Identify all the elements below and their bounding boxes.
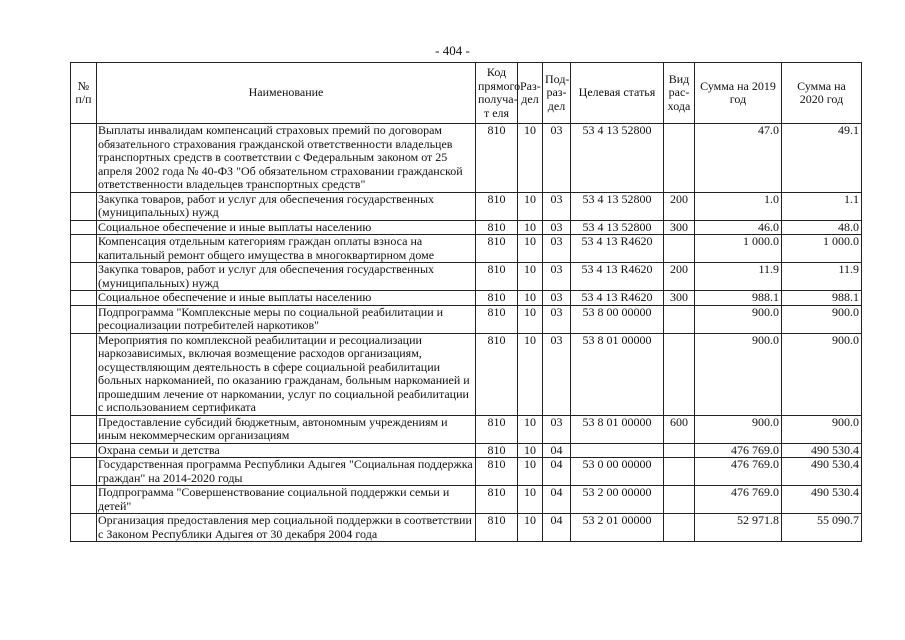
row-name: Подпрограмма "Совершенствование социальной поддержки семьи и детей" bbox=[97, 486, 476, 514]
row-subsection: 04 bbox=[543, 514, 571, 542]
row-expense bbox=[664, 486, 695, 514]
row-section: 10 bbox=[518, 124, 543, 193]
header-sum-2020: Сумма на 2020 год bbox=[782, 63, 862, 124]
row-subsection: 04 bbox=[543, 486, 571, 514]
row-expense: 300 bbox=[664, 291, 695, 306]
row-subsection: 03 bbox=[543, 124, 571, 193]
row-sum-2020: 900.0 bbox=[782, 305, 862, 333]
row-code: 810 bbox=[476, 291, 518, 306]
table-row bbox=[71, 486, 862, 514]
row-name: Государственная программа Республики Адыгея "Социальная поддержка граждан" на 2014-2020 годы bbox=[97, 458, 476, 486]
row-name: Социальное обеспечение и иные выплаты населению bbox=[97, 291, 476, 306]
table-row bbox=[71, 305, 862, 333]
row-sum-2019: 1 000.0 bbox=[695, 235, 782, 263]
row-article: 53 4 13 52800 bbox=[571, 124, 664, 193]
row-sum-2020: 900.0 bbox=[782, 333, 862, 415]
row-code: 810 bbox=[476, 305, 518, 333]
header-article: Целевая статья bbox=[571, 63, 664, 124]
row-sum-2019: 46.0 bbox=[695, 220, 782, 235]
row-article: 53 4 13 52800 bbox=[571, 192, 664, 220]
table-row bbox=[71, 514, 862, 542]
row-section: 10 bbox=[518, 415, 543, 443]
table-row bbox=[71, 458, 862, 486]
row-article bbox=[571, 443, 664, 458]
row-sum-2020: 490 530.4 bbox=[782, 458, 862, 486]
row-section: 10 bbox=[518, 514, 543, 542]
row-num bbox=[71, 514, 97, 542]
row-name: Закупка товаров, работ и услуг для обеспечения государственных (муниципальных) нужд bbox=[97, 192, 476, 220]
row-name: Охрана семьи и детства bbox=[97, 443, 476, 458]
row-section: 10 bbox=[518, 291, 543, 306]
row-expense bbox=[664, 235, 695, 263]
row-name: Выплаты инвалидам компенсаций страховых премий по договорам обязательного страхования гражданской ответственности владельцев транспортных средств в соответствии с Федеральным законом от 25 апреля 2002 года № 40-ФЗ "Об обязательном страховании гражданской ответственности владельцев транспортных средств" bbox=[97, 124, 476, 193]
row-section: 10 bbox=[518, 192, 543, 220]
row-expense: 600 bbox=[664, 415, 695, 443]
row-article: 53 4 13 52800 bbox=[571, 220, 664, 235]
row-article: 53 4 13 R4620 bbox=[571, 291, 664, 306]
row-expense: 200 bbox=[664, 263, 695, 291]
row-code: 810 bbox=[476, 514, 518, 542]
row-sum-2019: 900.0 bbox=[695, 305, 782, 333]
row-code: 810 bbox=[476, 333, 518, 415]
row-sum-2019: 900.0 bbox=[695, 333, 782, 415]
page-number: - 404 - bbox=[435, 43, 470, 58]
row-name: Организация предоставления мер социальной поддержки в соответствии с Законом Республики Адыгея от 30 декабря 2004 года bbox=[97, 514, 476, 542]
row-sum-2019: 476 769.0 bbox=[695, 443, 782, 458]
row-subsection: 04 bbox=[543, 443, 571, 458]
row-num bbox=[71, 220, 97, 235]
row-num bbox=[71, 124, 97, 193]
row-sum-2019: 900.0 bbox=[695, 415, 782, 443]
row-article: 53 8 00 00000 bbox=[571, 305, 664, 333]
row-subsection: 04 bbox=[543, 458, 571, 486]
row-name: Социальное обеспечение и иные выплаты населению bbox=[97, 220, 476, 235]
budget-table bbox=[70, 62, 862, 542]
row-section: 10 bbox=[518, 443, 543, 458]
row-code: 810 bbox=[476, 458, 518, 486]
row-subsection: 03 bbox=[543, 333, 571, 415]
row-sum-2019: 476 769.0 bbox=[695, 486, 782, 514]
row-expense bbox=[664, 458, 695, 486]
row-article: 53 2 01 00000 bbox=[571, 514, 664, 542]
row-sum-2020: 1 000.0 bbox=[782, 235, 862, 263]
row-sum-2020: 490 530.4 bbox=[782, 486, 862, 514]
row-num bbox=[71, 415, 97, 443]
row-sum-2020: 48.0 bbox=[782, 220, 862, 235]
table-row bbox=[71, 235, 862, 263]
header-sum-2019: Сумма на 2019 год bbox=[695, 63, 782, 124]
row-code: 810 bbox=[476, 235, 518, 263]
header-code: Код прямого получа-т еля bbox=[476, 63, 518, 124]
row-article: 53 2 00 00000 bbox=[571, 486, 664, 514]
row-expense bbox=[664, 124, 695, 193]
row-expense bbox=[664, 305, 695, 333]
row-expense bbox=[664, 443, 695, 458]
row-sum-2019: 47.0 bbox=[695, 124, 782, 193]
row-code: 810 bbox=[476, 192, 518, 220]
row-expense: 200 bbox=[664, 192, 695, 220]
row-expense: 300 bbox=[664, 220, 695, 235]
row-article: 53 8 01 00000 bbox=[571, 333, 664, 415]
row-section: 10 bbox=[518, 486, 543, 514]
row-code: 810 bbox=[476, 443, 518, 458]
row-section: 10 bbox=[518, 235, 543, 263]
row-sum-2020: 55 090.7 bbox=[782, 514, 862, 542]
table-row bbox=[71, 333, 862, 415]
row-num bbox=[71, 291, 97, 306]
row-sum-2019: 52 971.8 bbox=[695, 514, 782, 542]
row-sum-2020: 1.1 bbox=[782, 192, 862, 220]
table-row bbox=[71, 291, 862, 306]
row-expense bbox=[664, 514, 695, 542]
row-sum-2019: 988.1 bbox=[695, 291, 782, 306]
row-num bbox=[71, 333, 97, 415]
row-article: 53 8 01 00000 bbox=[571, 415, 664, 443]
row-num bbox=[71, 486, 97, 514]
row-num bbox=[71, 443, 97, 458]
row-section: 10 bbox=[518, 305, 543, 333]
row-section: 10 bbox=[518, 333, 543, 415]
row-num bbox=[71, 458, 97, 486]
row-sum-2019: 1.0 bbox=[695, 192, 782, 220]
row-code: 810 bbox=[476, 124, 518, 193]
row-code: 810 bbox=[476, 486, 518, 514]
row-sum-2019: 476 769.0 bbox=[695, 458, 782, 486]
row-sum-2020: 490 530.4 bbox=[782, 443, 862, 458]
row-num bbox=[71, 235, 97, 263]
row-name: Мероприятия по комплексной реабилитации и ресоциализации наркозависимых, включая возмещение расходов организациям, осуществляющим деятельность в сфере социальной реабилитации больных наркоманией, по оказанию гражданам, больным наркоманией и прошедшим лечение от наркомании, услуг по социальной реабилитации с использованием сертификата bbox=[97, 333, 476, 415]
row-sum-2020: 11.9 bbox=[782, 263, 862, 291]
row-name: Предоставление субсидий бюджетным, автономным учреждениям и иным некоммерческим организациям bbox=[97, 415, 476, 443]
row-name: Компенсация отдельным категориям граждан оплаты взноса на капитальный ремонт общего имущества в многоквартирном доме bbox=[97, 235, 476, 263]
row-name: Подпрограмма "Комплексные меры по социальной реабилитации и ресоциализации потребителей наркотиков" bbox=[97, 305, 476, 333]
row-subsection: 03 bbox=[543, 192, 571, 220]
row-sum-2020: 49.1 bbox=[782, 124, 862, 193]
row-section: 10 bbox=[518, 458, 543, 486]
row-code: 810 bbox=[476, 220, 518, 235]
header-section: Раз- дел bbox=[518, 63, 543, 124]
row-section: 10 bbox=[518, 220, 543, 235]
row-name: Закупка товаров, работ и услуг для обеспечения государственных (муниципальных) нужд bbox=[97, 263, 476, 291]
row-subsection: 03 bbox=[543, 263, 571, 291]
row-subsection: 03 bbox=[543, 220, 571, 235]
table-row bbox=[71, 263, 862, 291]
header-subsection: Под- раз- дел bbox=[543, 63, 571, 124]
row-subsection: 03 bbox=[543, 305, 571, 333]
row-code: 810 bbox=[476, 263, 518, 291]
table-row bbox=[71, 415, 862, 443]
row-subsection: 03 bbox=[543, 235, 571, 263]
row-article: 53 0 00 00000 bbox=[571, 458, 664, 486]
row-num bbox=[71, 263, 97, 291]
row-num bbox=[71, 192, 97, 220]
header-expense: Вид рас- хода bbox=[664, 63, 695, 124]
row-sum-2020: 900.0 bbox=[782, 415, 862, 443]
row-expense bbox=[664, 333, 695, 415]
table-row bbox=[71, 443, 862, 458]
row-article: 53 4 13 R4620 bbox=[571, 263, 664, 291]
table-row bbox=[71, 192, 862, 220]
table-header-row bbox=[71, 63, 862, 124]
row-subsection: 03 bbox=[543, 415, 571, 443]
table-row bbox=[71, 124, 862, 193]
row-sum-2019: 11.9 bbox=[695, 263, 782, 291]
row-subsection: 03 bbox=[543, 291, 571, 306]
table-row bbox=[71, 220, 862, 235]
row-article: 53 4 13 R4620 bbox=[571, 235, 664, 263]
header-name: Наименование bbox=[97, 63, 476, 124]
row-sum-2020: 988.1 bbox=[782, 291, 862, 306]
header-num: № п/п bbox=[71, 63, 97, 124]
row-section: 10 bbox=[518, 263, 543, 291]
row-code: 810 bbox=[476, 415, 518, 443]
row-num bbox=[71, 305, 97, 333]
